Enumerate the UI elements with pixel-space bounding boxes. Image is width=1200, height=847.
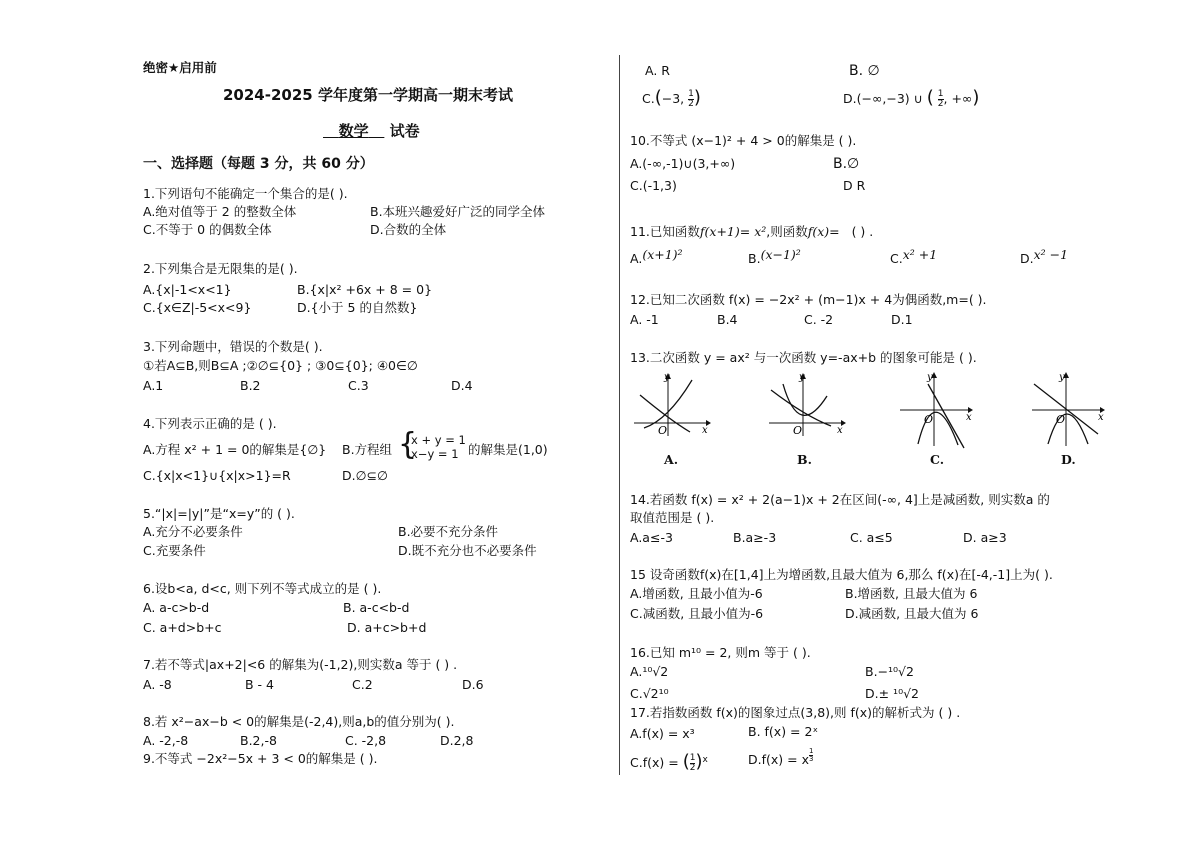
question-6: 6.设b<a, d<c, 则下列不等式成立的是 ( ).: [143, 581, 382, 596]
q2-option-b[interactable]: B.{x|x² +6x + 8 = 0}: [297, 282, 433, 297]
question-14-cont: 取值范围是 ( ).: [630, 510, 715, 525]
q8-option-d[interactable]: D.2,8: [440, 733, 474, 748]
q3-option-c[interactable]: C.3: [348, 378, 369, 393]
subject-name: 数学: [338, 122, 369, 140]
q13-graph-a-y-label: y: [664, 372, 670, 383]
q1-option-a[interactable]: A.绝对值等于 2 的整数全体: [143, 204, 297, 219]
section-heading: 一、选择题（每题 3 分，共 60 分）: [143, 156, 374, 172]
q11-option-d[interactable]: D.x² −1: [1020, 247, 1069, 266]
q11-option-b[interactable]: B.(x−1)²: [748, 247, 801, 266]
q15-option-d[interactable]: D.减函数, 且最大值为 6: [845, 606, 979, 621]
q8-option-b[interactable]: B.2,-8: [240, 733, 277, 748]
q17-option-b[interactable]: B. f(x) = 2ˣ: [748, 724, 818, 739]
question-4: 4.下列表示正确的是 ( ).: [143, 416, 277, 431]
q3-statements: ①若A⊆B,则B⊆A ;②∅⊆{0} ; ③0⊆{0}; ④0∈∅: [143, 358, 418, 373]
q13-graph-c-y-label: y: [927, 372, 933, 383]
q5-option-a[interactable]: A.充分不必要条件: [143, 524, 243, 539]
q4-option-c[interactable]: C.{x|x<1}∪{x|x>1}=R: [143, 468, 291, 483]
q13-graph-b[interactable]: [765, 370, 850, 440]
q10-option-c[interactable]: C.(-1,3): [630, 178, 677, 193]
question-8: 8.若 x²−ax−b < 0的解集是(-2,4),则a,b的值分别为( ).: [143, 714, 455, 729]
q13-graph-a-x-label: x: [702, 425, 708, 436]
q14-option-c[interactable]: C. a≤5: [850, 530, 893, 545]
q16-option-c[interactable]: C.√2¹⁰: [630, 686, 669, 701]
q1-option-d[interactable]: D.合数的全体: [370, 222, 447, 237]
question-5: 5.“|x|=|y|”是“x=y”的 ( ).: [143, 506, 295, 521]
q4-option-b-label[interactable]: B.方程组: [342, 442, 393, 457]
question-16: 16.已知 m¹⁰ = 2, 则m 等于 ( ).: [630, 645, 811, 660]
question-13: 13.二次函数 y = ax² 与一次函数 y=-ax+b 的图象可能是 ( ).: [630, 350, 977, 365]
q15-option-b[interactable]: B.增函数, 且最大值为 6: [845, 586, 978, 601]
q5-option-c[interactable]: C.充要条件: [143, 543, 206, 558]
q13-graph-d-origin: O: [1056, 413, 1066, 426]
q13-graph-a-origin: O: [658, 424, 668, 437]
q9-option-d[interactable]: D.(−∞,−3) ∪ ( $\frac{1}{2}$ , +∞): [843, 87, 980, 109]
q13-option-c[interactable]: C.: [930, 452, 945, 467]
q13-graph-b-x-label: x: [837, 425, 843, 436]
q4-option-d[interactable]: D.∅⊆∅: [342, 468, 388, 483]
q13-graph-a[interactable]: [630, 370, 715, 440]
q14-option-a[interactable]: A.a≤-3: [630, 530, 673, 545]
question-11: 11.已知函数f(x+1)= x²,则函数f(x)= ( ) .: [630, 224, 874, 239]
q17-option-a[interactable]: A.f(x) = x³: [630, 726, 695, 741]
q10-option-a[interactable]: A.(-∞,-1)∪(3,+∞): [630, 156, 736, 171]
q14-option-d[interactable]: D. a≥3: [963, 530, 1007, 545]
q6-option-d[interactable]: D. a+c>b+d: [347, 620, 427, 635]
q15-option-c[interactable]: C.减函数, 且最小值为-6: [630, 606, 764, 621]
q6-option-b[interactable]: B. a-c<b-d: [343, 600, 410, 615]
q2-option-a[interactable]: A.{x|-1<x<1}: [143, 282, 232, 297]
q13-graph-b-y-label: y: [799, 372, 805, 383]
q5-option-b[interactable]: B.必要不充分条件: [398, 524, 499, 539]
question-12: 12.已知二次函数 f(x) = −2x² + (m−1)x + 4为偶函数,m=( ).: [630, 292, 987, 307]
q12-option-c[interactable]: C. -2: [804, 312, 834, 327]
q5-option-d[interactable]: D.既不充分也不必要条件: [398, 543, 537, 558]
question-3: 3.下列命题中，错误的个数是( ).: [143, 339, 323, 354]
exam-title: 2024-2025 学年度第一学期高一期末考试: [223, 86, 513, 104]
q1-option-b[interactable]: B.本班兴趣爱好广泛的同学全体: [370, 204, 546, 219]
question-2: 2.下列集合是无限集的是( ).: [143, 261, 298, 276]
q4-system-eq1: x + y = 1: [411, 433, 466, 447]
q9-option-a[interactable]: A. R: [645, 63, 670, 78]
q12-option-a[interactable]: A. -1: [630, 312, 659, 327]
q4-system-brace: {: [398, 427, 418, 462]
q9-option-b[interactable]: B. ∅: [849, 63, 880, 79]
question-17: 17.若指数函数 f(x)的图象过点(3,8),则 f(x)的解析式为 ( ) .: [630, 705, 961, 720]
q13-graph-c[interactable]: [898, 370, 983, 450]
q13-option-a[interactable]: A.: [664, 452, 679, 467]
q13-graph-d-x-label: x: [1098, 412, 1104, 423]
q13-graph-d[interactable]: [1030, 370, 1115, 450]
q14-option-b[interactable]: B.a≥-3: [733, 530, 777, 545]
q9-option-c[interactable]: C.(−3, $\frac{1}{2}$ ): [642, 87, 701, 109]
q10-option-b[interactable]: B.∅: [833, 156, 860, 172]
q8-option-c[interactable]: C. -2,8: [345, 733, 387, 748]
q2-option-c[interactable]: C.{x∈Z|-5<x<9}: [143, 300, 252, 315]
question-9: 9.不等式 −2x²−5x + 3 < 0的解集是 ( ).: [143, 751, 378, 766]
q8-option-a[interactable]: A. -2,-8: [143, 733, 189, 748]
q6-option-a[interactable]: A. a-c>b-d: [143, 600, 210, 615]
q15-option-a[interactable]: A.增函数, 且最小值为-6: [630, 586, 763, 601]
q17-option-d[interactable]: D.f(x) = x $\frac{1}{3}$: [748, 747, 814, 767]
q4-option-a[interactable]: A.方程 x² + 1 = 0的解集是{∅}: [143, 442, 327, 457]
q13-graph-c-x-label: x: [966, 412, 972, 423]
paper-subtitle: 数学 试卷: [323, 123, 420, 139]
q17-option-c[interactable]: C.f(x) = ( $\frac{1}{2}$ )$^x$: [630, 751, 708, 774]
q12-option-b[interactable]: B.4: [717, 312, 738, 327]
q16-option-d[interactable]: D.± ¹⁰√2: [865, 686, 919, 701]
q12-option-d[interactable]: D.1: [891, 312, 913, 327]
q10-option-d[interactable]: D R: [843, 178, 866, 193]
question-15: 15 设奇函数f(x)在[1,4]上为增函数,且最大值为 6,那么 f(x)在[-4,-1]上为( ).: [630, 567, 1053, 582]
q3-option-b[interactable]: B.2: [240, 378, 261, 393]
question-10: 10.不等式 (x−1)² + 4 > 0的解集是 ( ).: [630, 133, 857, 148]
q13-graph-b-origin: O: [793, 424, 803, 437]
q13-option-b[interactable]: B.: [797, 452, 812, 467]
q2-option-d[interactable]: D.{小于 5 的自然数}: [297, 300, 418, 315]
q6-option-c[interactable]: C. a+d>b+c: [143, 620, 222, 635]
q11-option-a[interactable]: A.(x+1)²: [630, 247, 683, 266]
question-7: 7.若不等式|ax+2|<6 的解集为(-1,2),则实数a 等于 ( ) .: [143, 657, 458, 672]
q13-graph-c-origin: O: [924, 413, 934, 426]
q7-option-b[interactable]: B - 4: [245, 677, 274, 692]
q11-option-c[interactable]: C.x² +1: [890, 247, 938, 266]
confidential-label: 绝密★启用前: [143, 60, 217, 75]
q4-system-eq2: x−y = 1: [411, 447, 459, 461]
column-divider: [619, 55, 620, 775]
q16-option-a[interactable]: A.¹⁰√2: [630, 664, 669, 679]
q7-option-c[interactable]: C.2: [352, 677, 373, 692]
q1-option-c[interactable]: C.不等于 0 的偶数全体: [143, 222, 272, 237]
question-14: 14.若函数 f(x) = x² + 2(a−1)x + 2在区间(-∞, 4]上是减函数, 则实数a 的: [630, 492, 1050, 507]
question-1: 1.下列语句不能确定一个集合的是( ).: [143, 186, 348, 201]
q13-graph-d-y-label: y: [1059, 372, 1065, 383]
q16-option-b[interactable]: B.−¹⁰√2: [865, 664, 914, 679]
q3-option-d[interactable]: D.4: [451, 378, 473, 393]
q7-option-d[interactable]: D.6: [462, 677, 484, 692]
q3-option-a[interactable]: A.1: [143, 378, 164, 393]
q13-option-d[interactable]: D.: [1061, 452, 1076, 467]
q4-option-b-tail: 的解集是(1,0): [468, 442, 548, 457]
q7-option-a[interactable]: A. -8: [143, 677, 172, 692]
